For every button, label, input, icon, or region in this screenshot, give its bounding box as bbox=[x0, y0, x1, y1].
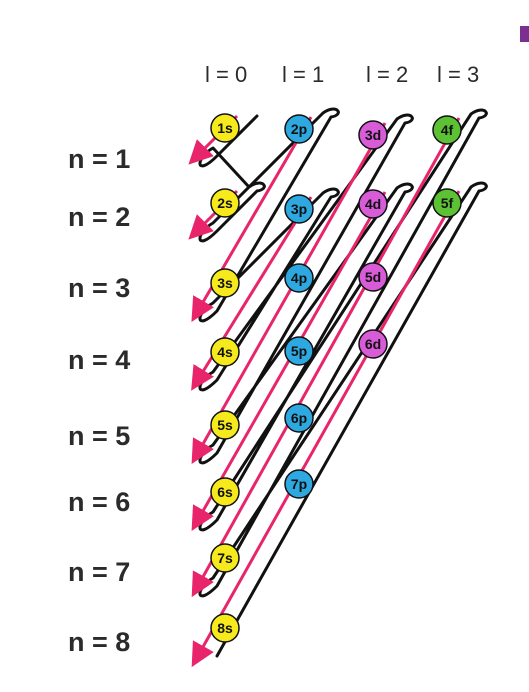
l-label-2: l = 2 bbox=[366, 62, 409, 87]
orbital-label-7p: 7p bbox=[290, 476, 308, 492]
orbital-label-4p: 4p bbox=[290, 270, 308, 286]
orbital-6s bbox=[211, 478, 239, 506]
l-label-3: l = 3 bbox=[437, 62, 480, 87]
orbital-label-7s: 7s bbox=[217, 550, 233, 566]
orbital-label-1s: 1s bbox=[217, 120, 233, 136]
orbital-1s bbox=[211, 114, 239, 142]
orbital-4d bbox=[359, 190, 387, 218]
orbital-label-5p: 5p bbox=[290, 343, 308, 359]
orbital-label-6d: 6d bbox=[364, 336, 382, 352]
orbital-5s bbox=[211, 411, 239, 439]
orbital-label-5f: 5f bbox=[440, 195, 454, 211]
orbital-4s bbox=[211, 338, 239, 366]
n-label-5: n = 5 bbox=[68, 421, 131, 451]
orbital-3p bbox=[285, 195, 313, 223]
orbital-5d bbox=[359, 263, 387, 291]
l-label-1: l = 1 bbox=[282, 62, 325, 87]
orbital-5p bbox=[285, 337, 313, 365]
orbital-7p bbox=[285, 470, 313, 498]
orbital-label-5d: 5d bbox=[364, 269, 382, 285]
orbital-label-6s: 6s bbox=[217, 484, 233, 500]
orbital-label-8s: 8s bbox=[217, 620, 233, 636]
orbital-label-4s: 4s bbox=[217, 344, 233, 360]
orbital-3s bbox=[211, 269, 239, 297]
orbital-label-3d: 3d bbox=[364, 127, 382, 143]
orbital-label-2p: 2p bbox=[290, 121, 308, 137]
orbital-label-2s: 2s bbox=[217, 195, 233, 211]
orbital-5f bbox=[433, 189, 461, 217]
n-label-3: n = 3 bbox=[68, 273, 131, 303]
orbital-label-6p: 6p bbox=[290, 410, 308, 426]
l-label-0: l = 0 bbox=[205, 62, 248, 87]
orbital-label-4f: 4f bbox=[440, 122, 454, 138]
n-label-2: n = 2 bbox=[68, 202, 131, 232]
orbital-6d bbox=[359, 330, 387, 358]
orbital-7s bbox=[211, 544, 239, 572]
orbital-2p bbox=[285, 115, 313, 143]
orbital-label-3s: 3s bbox=[217, 275, 233, 291]
n-label-4: n = 4 bbox=[68, 345, 131, 375]
orbital-2s bbox=[211, 189, 239, 217]
orbital-3d bbox=[359, 121, 387, 149]
orbital-6p bbox=[285, 404, 313, 432]
orbital-label-5s: 5s bbox=[217, 417, 233, 433]
n-label-7: n = 7 bbox=[68, 557, 131, 587]
n-label-8: n = 8 bbox=[68, 627, 131, 657]
orbital-label-3p: 3p bbox=[290, 201, 308, 217]
orbital-8s bbox=[211, 614, 239, 642]
n-label-6: n = 6 bbox=[68, 487, 131, 517]
orbital-label-4d: 4d bbox=[364, 196, 382, 212]
n-label-1: n = 1 bbox=[68, 144, 131, 174]
orbital-4f bbox=[433, 116, 461, 144]
orbital-4p bbox=[285, 264, 313, 292]
